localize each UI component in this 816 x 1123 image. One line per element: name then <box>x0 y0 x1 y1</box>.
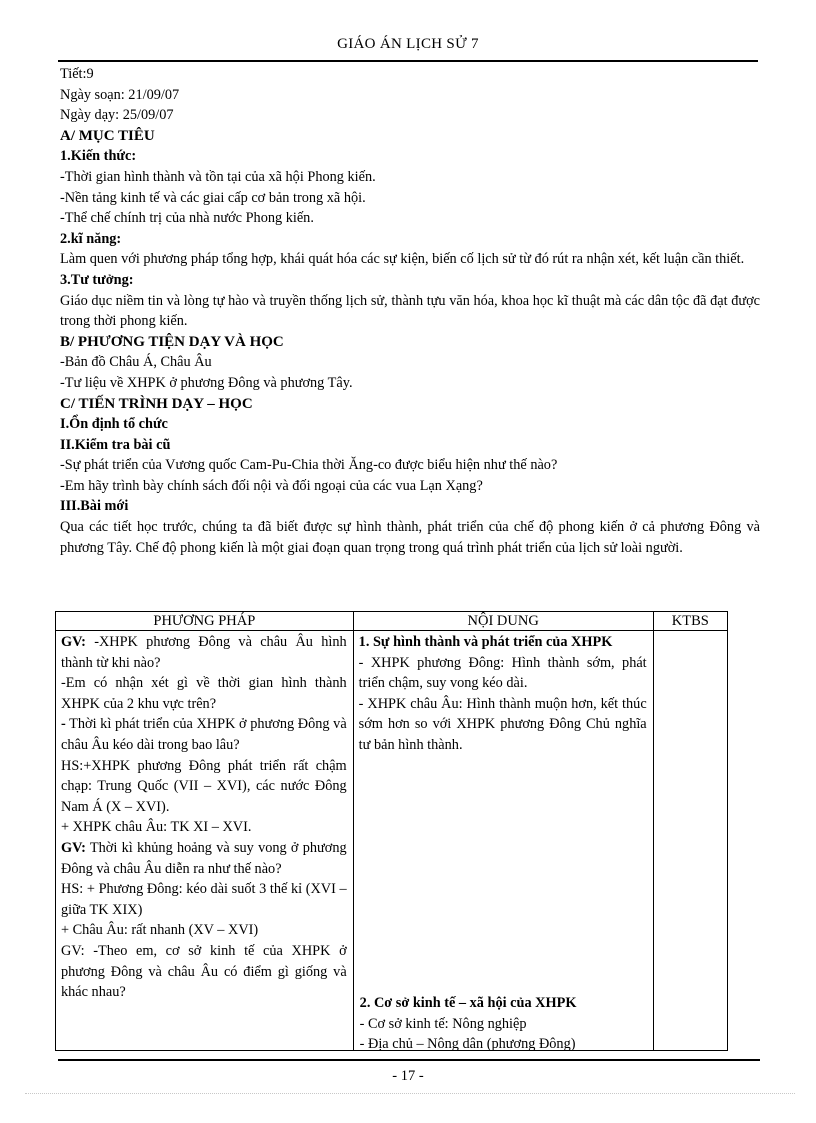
method-label: - <box>61 716 66 733</box>
new-lesson-heading: III.Bài mới <box>60 498 129 515</box>
table-row <box>56 631 728 1051</box>
content-item: - Cơ sở kinh tế: Nông nghiệp <box>359 1015 527 1032</box>
content-item: - XHPK châu Âu: Hình thành muộn hơn, kết thúc sớm hơn so với XHPK phương Đông Chủ nghĩa tư bản hình thành. <box>358 695 647 753</box>
materials-item: -Tư liệu về XHPK ở phương Đông và phương Tây. <box>60 374 353 391</box>
lesson-period: Tiết:9 <box>60 66 94 82</box>
header-ktbs: KTBS <box>653 612 727 631</box>
method-text: Thời kì khủng hoảng và suy vong ở phương Đông và châu Âu diễn ra như thế nào? <box>61 839 347 877</box>
method-text: Thời kì phát triển của XHPK ở phương Đông và châu Âu kéo dài trong bao lâu? <box>61 716 347 753</box>
review-question: -Em hãy trình bày chính sách đối nội và đối ngoại của các vua Lạn Xạng? <box>60 477 483 494</box>
header-divider <box>58 60 758 62</box>
page-number: - 17 - <box>392 1068 424 1084</box>
method-cell <box>56 631 354 1051</box>
new-lesson-intro: Qua các tiết học trước, chúng ta đã biết được sự hình thành, phát triển của chế độ phong kiến ở cả phương Đông và phương Tây. Chế độ phong kiến là một giai đoạn quan trọng trong quá trình phát triển của lịch sử loài người. <box>60 519 760 556</box>
knowledge-heading: 1.Kiến thức: <box>60 148 137 165</box>
table-header-row <box>56 612 728 631</box>
skills-heading: 2.kĩ năng: <box>60 230 122 247</box>
footer-divider <box>58 1059 760 1061</box>
teach-date: Ngày dạy: 25/09/07 <box>60 107 174 124</box>
page-header-title: GIÁO ÁN LỊCH SỬ 7 <box>337 36 479 52</box>
content-section-2-heading: 2. Cơ sở kinh tế – xã hội của XHPK <box>359 995 577 1011</box>
method-line: -Em có nhận xét gì về thời gian hình thành XHPK của 2 khu vực trên? <box>61 675 347 712</box>
ktbs-cell <box>653 631 727 1051</box>
method-line: + XHPK châu Âu: TK XI – XVI. <box>61 819 252 836</box>
knowledge-item: -Nền tảng kinh tế và các giai cấp cơ bản trong xã hội. <box>60 189 366 206</box>
method-label: GV: <box>61 839 86 856</box>
attitude-text: Giáo dục niềm tin và lòng tự hào và truyền thống lịch sử, thành tựu văn hóa, khoa học kĩ thuật mà các dân tộc đã đạt được trong thời phong kiến. <box>60 292 760 330</box>
knowledge-item: -Thời gian hình thành và tồn tại của xã hội Phong kiến. <box>60 168 376 185</box>
header-method: PHƯƠNG PHÁP <box>56 612 354 631</box>
method-line <box>61 714 347 755</box>
section-objectives-heading: A/ MỤC TIÊU <box>60 127 155 144</box>
lesson-body <box>60 64 760 558</box>
content-item: - Địa chủ – Nông dân (phương Đông) <box>359 1036 576 1053</box>
attitude-heading: 3.Tư tưởng: <box>60 271 134 288</box>
method-line: GV: -Theo em, cơ sở kinh tế của XHPK ở phương Đông và châu Âu có điểm gì giống và khác nhau? <box>61 942 347 1001</box>
page-bottom-dotted-line <box>25 1093 795 1094</box>
review-question: -Sự phát triển của Vương quốc Cam-Pu-Chia thời Ăng-co được biểu hiện như thế nào? <box>60 457 558 474</box>
content-cell <box>353 631 653 1051</box>
method-line: + Châu Âu: rất nhanh (XV – XVI) <box>61 922 259 939</box>
method-text: -XHPK phương Đông và châu Âu hình thành từ khi nào? <box>61 634 347 671</box>
review-heading: II.Kiểm tra bài cũ <box>60 436 171 453</box>
section-process-heading: C/ TIẾN TRÌNH DẠY – HỌC <box>60 395 253 412</box>
content-section-1-heading: 1. Sự hình thành và phát triển của XHPK <box>358 634 613 650</box>
prep-date: Ngày soạn: 21/09/07 <box>60 86 180 103</box>
method-line <box>61 632 347 673</box>
method-label: GV: <box>61 634 86 650</box>
method-line <box>61 838 347 879</box>
lesson-plan-table <box>55 611 728 1051</box>
method-line: HS: + Phương Đông: kéo dài suốt 3 thế kỉ (XVI – giữa TK XIX) <box>61 881 347 918</box>
section-materials-heading: B/ PHƯƠNG TIỆN DẠY VÀ HỌC <box>60 333 284 350</box>
content-section-2 <box>360 993 647 1055</box>
skills-text: Làm quen với phương pháp tổng hợp, khái quát hóa các sự kiện, biến cố lịch sử từ đó rút ra nhận xét, kết luận cần thiết. <box>60 251 745 268</box>
header-content: NỘI DUNG <box>353 612 653 631</box>
knowledge-item: -Thể chế chính trị của nhà nước Phong kiến. <box>60 210 314 227</box>
content-item: - XHPK phương Đông: Hình thành sớm, phát triển chậm, suy vong kéo dài. <box>358 654 647 692</box>
materials-item: -Bản đồ Châu Á, Châu Âu <box>60 354 212 371</box>
method-line: HS:+XHPK phương Đông phát triển rất chậm chạp: Trung Quốc (VII – XVI), các nước Đông Nam Á (X – XVI). <box>61 757 347 815</box>
class-organization-heading: I.Ổn định tổ chức <box>60 416 168 433</box>
